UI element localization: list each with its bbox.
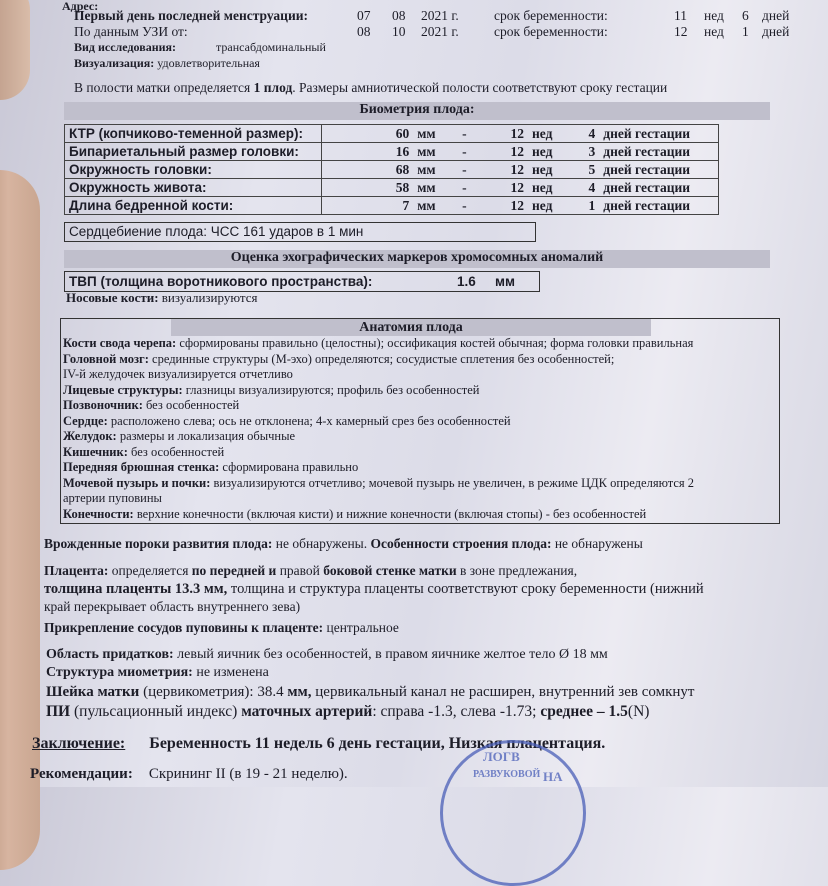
biometry-dash: - <box>458 197 492 215</box>
anatomy-value: визуализируются отчетливо; мочевой пузырь не увеличен, в режиме ЦДК определяются 2 <box>213 475 695 490</box>
anatomy-label: Лицевые структуры: <box>63 382 183 397</box>
anatomy-label: Позвоночник: <box>63 398 143 412</box>
exam-type: Вид исследования: трансабдоминальный <box>74 40 326 54</box>
anatomy-label: Передняя брюшная стенка: <box>63 460 220 474</box>
biometry-weeks: 12 <box>492 197 528 215</box>
anatomy-value: артерии пуповины <box>63 491 162 505</box>
anatomy-label: Сердце: <box>63 413 108 428</box>
biometry-dash: - <box>458 125 492 143</box>
biometry-days: 3 <box>573 143 599 161</box>
anatomy-label: Кости свода черепа: <box>63 336 177 350</box>
finger <box>0 0 30 100</box>
anatomy-row <box>63 383 779 399</box>
biometry-dunit: дней гестации <box>599 125 718 143</box>
biometry-row <box>65 161 719 179</box>
recommendations: Рекомендации: Скрининг II (в 19 - 21 неделю). <box>30 766 348 782</box>
biometry-unit: мм <box>413 143 458 161</box>
biometry-days: 5 <box>573 161 599 179</box>
biometry-days: 1 <box>573 197 599 215</box>
anatomy-row <box>63 445 779 461</box>
anatomy-value: верхние конечности (включая кисти) и нижние конечности (включая стопы) - без особенностей <box>136 506 647 521</box>
defects-line: Врожденные пороки развития плода: не обнаружены. Особенности строения плода: не обнаружены <box>44 536 643 551</box>
anatomy-label: Желудок: <box>63 429 117 443</box>
biometry-row <box>65 125 719 143</box>
biometry-unit: мм <box>413 179 458 197</box>
anatomy-value: без особенностей <box>145 398 240 412</box>
heartbeat: Сердцебиение плода: ЧСС 161 ударов в 1 мин <box>64 222 536 242</box>
biometry-unit: мм <box>413 161 458 179</box>
anatomy-value: сформирована правильно <box>222 460 359 474</box>
address-label: Адрес: <box>62 0 99 13</box>
anatomy-title: Анатомия плода <box>171 319 651 336</box>
anatomy-label: Конечности: <box>63 506 134 521</box>
anatomy-value: срединные структуры (М-эхо) определяются; сосудистые сплетения без особенностей; <box>152 351 615 366</box>
biometry-weeks: 12 <box>492 125 528 143</box>
anatomy-row <box>63 460 779 476</box>
biometry-dunit: дней гестации <box>599 197 718 215</box>
anatomy-value: сформированы правильно (целостны); оссификация костей обычная; форма головки правильная <box>179 336 694 350</box>
conclusion: Заключение: Беременность 11 недель 6 день гестации, Низкая плацентация. <box>32 735 606 752</box>
anatomy-label: Кишечник: <box>63 444 128 459</box>
anatomy-value: размеры и локализация обычные <box>119 429 296 443</box>
anatomy-row <box>63 336 779 352</box>
pulsatility-index: ПИ (пульсационный индекс) маточных артерий: справа -1.3, слева -1.73; среднее – 1.5(N) <box>46 703 650 720</box>
biometry-wunit: нед <box>528 161 573 179</box>
anatomy-row <box>63 352 779 368</box>
anatomy-row <box>63 491 779 507</box>
biometry-label: Окружность головки: <box>65 161 322 179</box>
biometry-unit: мм <box>413 197 458 215</box>
biometry-dash: - <box>458 179 492 197</box>
placenta-line3: край перекрывает область внутреннего зева) <box>44 599 301 614</box>
biometry-value: 7 <box>321 197 413 215</box>
biometry-weeks: 12 <box>492 143 528 161</box>
myometrium: Структура миометрия: не изменена <box>46 665 269 680</box>
biometry-dash: - <box>458 143 492 161</box>
biometry-days: 4 <box>573 179 599 197</box>
biometry-value: 58 <box>321 179 413 197</box>
lmp-row: Первый день последней менструации: 07 08 2021 г. срок беременности: 11 нед 6 дней <box>74 8 790 23</box>
biometry-label: КТР (копчиково-теменной размер): <box>65 125 322 143</box>
anatomy-row <box>63 476 779 492</box>
biometry-wunit: нед <box>528 125 573 143</box>
anatomy-row <box>63 367 779 383</box>
biometry-row <box>65 143 719 161</box>
biometry-wunit: нед <box>528 197 573 215</box>
finger <box>0 170 40 870</box>
intro-text: В полости матки определяется 1 плод. Размеры амниотической полости соответствуют сроку гестации <box>74 80 668 95</box>
biometry-wunit: нед <box>528 143 573 161</box>
placenta-line2: толщина плаценты 13.3 мм, толщина и структура плаценты соответствуют сроку беременности (нижний <box>44 581 704 597</box>
biometry-unit: мм <box>413 125 458 143</box>
anatomy-label: Головной мозг: <box>63 351 149 366</box>
biometry-dunit: дней гестации <box>599 179 718 197</box>
anatomy-value: IV-й желудочек визуализируется отчетливо <box>63 367 293 381</box>
anatomy-box <box>60 318 780 524</box>
stamp: ЛОГВ НА РАЗВУКОВОЙ <box>440 740 586 886</box>
anatomy-row <box>63 398 779 414</box>
placenta-line1: Плацента: определяется по передней и правой боковой стенке матки в зоне предлежания, <box>44 563 578 578</box>
anatomy-row <box>63 429 779 445</box>
anatomy-value: без особенностей <box>131 444 225 459</box>
biometry-dunit: дней гестации <box>599 143 718 161</box>
biometry-wunit: нед <box>528 179 573 197</box>
biometry-weeks: 12 <box>492 179 528 197</box>
anatomy-row <box>63 414 779 430</box>
anatomy-row <box>63 507 779 523</box>
biometry-weeks: 12 <box>492 161 528 179</box>
markers-title: Оценка эхографических маркеров хромосомных аномалий <box>64 250 770 268</box>
anatomy-value: глазницы визуализируются; профиль без особенностей <box>185 382 480 397</box>
cervix: Шейка матки (цервикометрия): 38.4 мм, цервикальный канал не расширен, внутренний зев сомкнут <box>46 684 695 700</box>
anatomy-value: расположено слева; ось не отклонена; 4-х камерный срез без особенностей <box>110 413 511 428</box>
adnexa: Область придатков: левый яичник без особенностей, в правом яичнике желтое тело Ø 18 мм <box>46 647 608 662</box>
nasal-bones: Носовые кости: визуализируются <box>66 290 258 305</box>
anatomy-label: Мочевой пузырь и почки: <box>63 475 211 490</box>
us-row: По данным УЗИ от: 08 10 2021 г. срок беременности: 12 нед 1 дней <box>74 24 790 39</box>
biometry-label: Длина бедренной кости: <box>65 197 322 215</box>
biometry-title: Биометрия плода: <box>64 102 770 120</box>
biometry-label: Бипариетальный размер головки: <box>65 143 322 161</box>
biometry-days: 4 <box>573 125 599 143</box>
biometry-dash: - <box>458 161 492 179</box>
biometry-value: 16 <box>321 143 413 161</box>
biometry-label: Окружность живота: <box>65 179 322 197</box>
biometry-value: 60 <box>321 125 413 143</box>
nt-box: ТВП (толщина воротникового пространства): 1.6 мм <box>64 271 540 292</box>
biometry-dunit: дней гестации <box>599 161 718 179</box>
biometry-value: 68 <box>321 161 413 179</box>
visualization: Визуализация: удовлетворительная <box>74 56 260 70</box>
biometry-table <box>64 124 719 215</box>
biometry-row <box>65 197 719 215</box>
biometry-row <box>65 179 719 197</box>
cord-insertion: Прикрепление сосудов пуповины к плаценте: центральное <box>44 620 399 635</box>
